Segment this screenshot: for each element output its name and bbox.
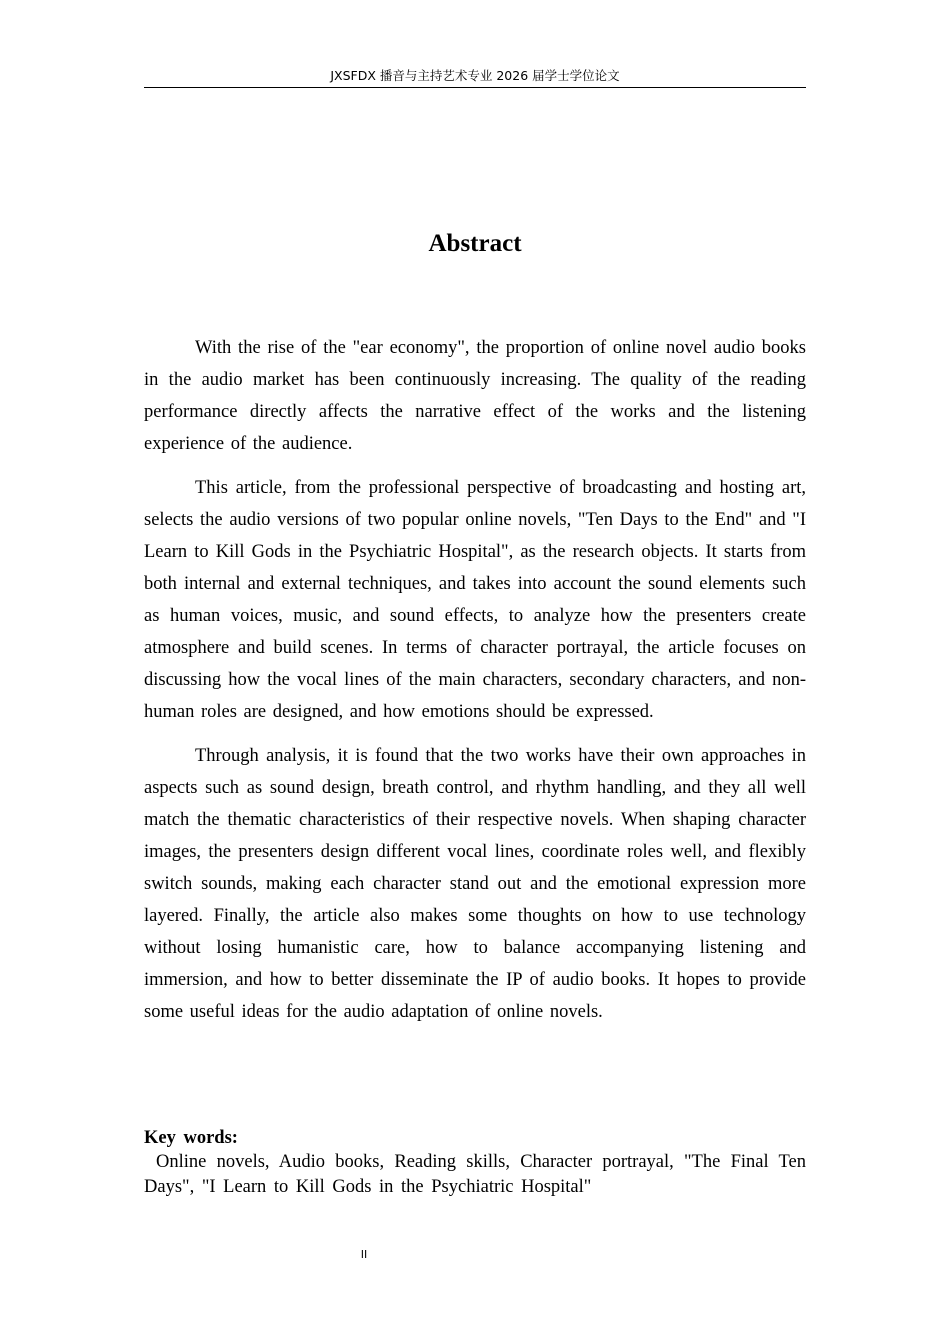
header-rule: [144, 87, 806, 88]
page-number: II: [360, 1248, 368, 1261]
abstract-title: Abstract: [428, 230, 522, 257]
abstract-paragraph-3: Through analysis, it is found that the two works have their own approaches in aspects such as sound design, breath control, and rhythm handling, and they all well match the thematic characteristics of their respective novels. When shaping character images, the presenters design different vocal lines, coordinate roles well, and flexibly switch sounds, making each character stand out and the emotional expression more layered. Finally, the article also makes some thoughts on how to use technology without losing humanistic care, how to balance accompanying listening and immersion, and how to better disseminate the IP of audio books. It hopes to provide some useful ideas for the audio adaptation of online novels.: [144, 746, 806, 1022]
page-header: JXSFDX 播音与主持艺术专业 2026 届学士学位论文: [330, 68, 620, 83]
keywords-text: Online novels, Audio books, Reading skills, Character portrayal, "The Final Ten Days", "I Learn to Kill Gods in the Psychiatric Hospital": [144, 1152, 806, 1197]
keywords-section: [144, 1126, 806, 1200]
abstract-body: [144, 332, 806, 1040]
abstract-paragraph-1: With the rise of the "ear economy", the proportion of online novel audio books in the audio market has been continuously increasing. The quality of the reading performance directly affects the narrative effect of the works and the listening experience of the audience.: [144, 338, 806, 454]
keywords-label: Key words:: [144, 1128, 238, 1148]
abstract-paragraph-2: This article, from the professional perspective of broadcasting and hosting art, selects the audio versions of two popular online novels, "Ten Days to the End" and "I Learn to Kill Gods in the Psychiatric Hospital", as the research objects. It starts from both internal and external techniques, and takes into account the sound elements such as human voices, music, and sound effects, to analyze how the presenters create atmosphere and build scenes. In terms of character portrayal, the article focuses on discussing how the vocal lines of the main characters, secondary characters, and non-human roles are designed, and how emotions should be expressed.: [144, 478, 806, 722]
